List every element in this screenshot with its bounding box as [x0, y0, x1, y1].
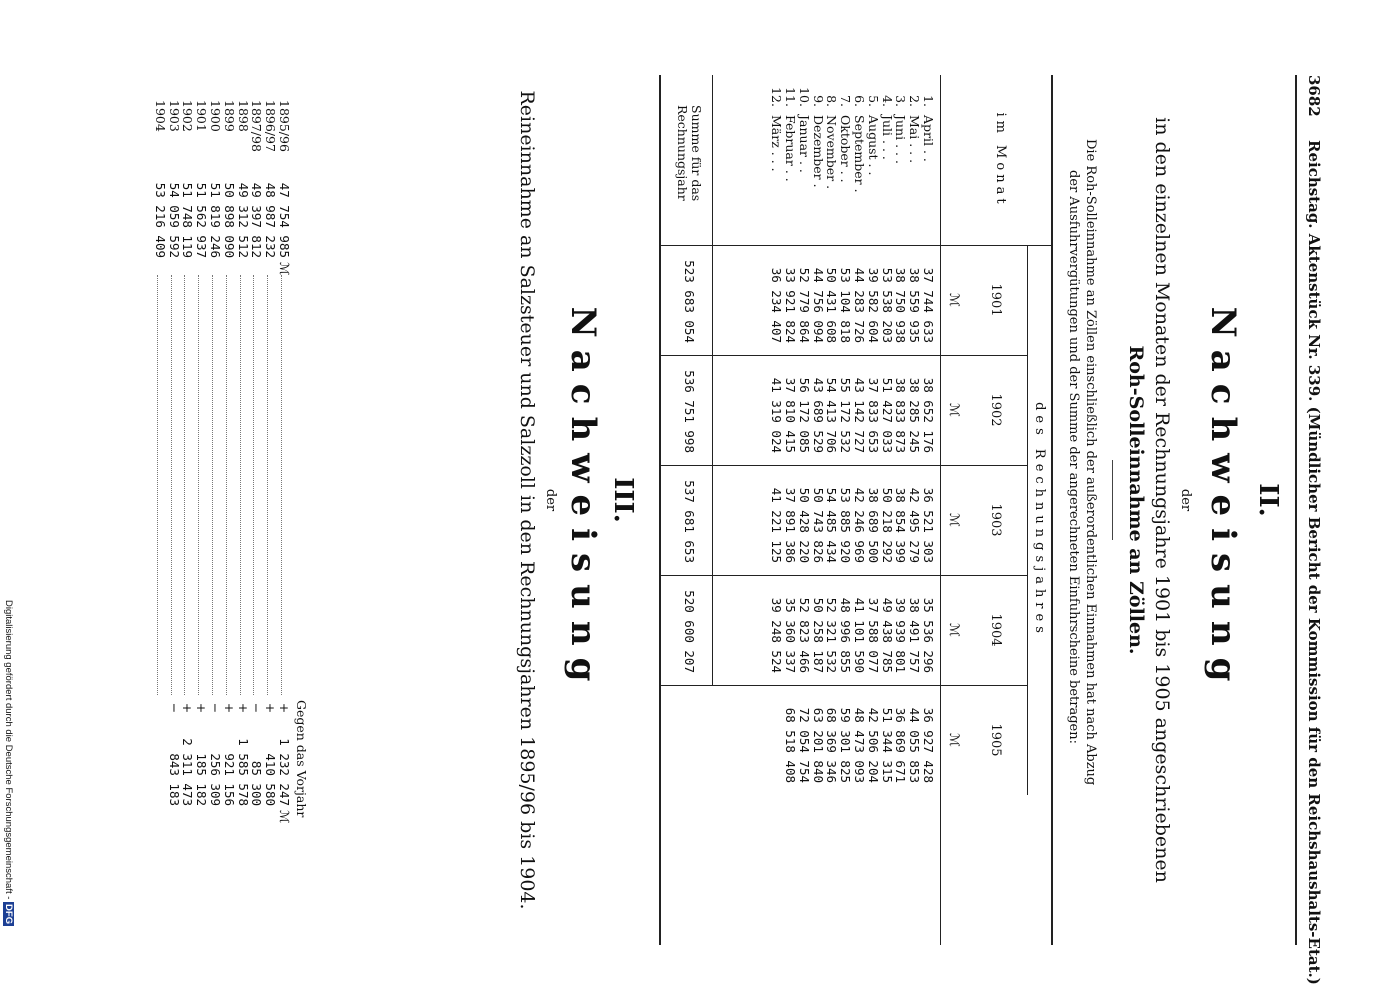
table-cell: 38 854 399 — [893, 487, 909, 563]
month-col-header: im Monat — [993, 112, 1008, 208]
table-cell: 49 438 785 — [879, 597, 895, 673]
table-cell: 41 319 024 — [769, 377, 785, 453]
table-cell: 37 588 077 — [865, 597, 881, 673]
table-cell: 59 301 825 — [838, 707, 854, 783]
row-number: 2. — [907, 95, 923, 107]
table-cell: 42 246 969 — [852, 487, 867, 563]
table-cell: 35 360 337 — [783, 597, 798, 673]
section2-numeral: II. — [1253, 483, 1283, 517]
month-label: November . — [824, 115, 840, 190]
table-cell: 54 413 706 — [824, 377, 840, 453]
unit-label: ℳ — [946, 403, 961, 417]
diff-value: 1 232 247 — [277, 738, 292, 806]
salt-year: 1902 — [180, 100, 196, 132]
section2-subtitle-1: in den einzelnen Monaten der Rechnungsjahre 1901 bis 1905 angeschriebenen — [1151, 117, 1173, 883]
table-cell: 42 506 204 — [865, 707, 881, 783]
table-cell: 56 172 085 — [796, 377, 812, 453]
section3-subtitle: Reineinnahme an Salzsteuer und Salzzoll in den Rechnungsjahren 1895/96 bis 1904. — [516, 90, 538, 910]
dot-leader — [267, 275, 268, 695]
section3-numeral: III. — [608, 477, 638, 523]
table-cell: 36 234 407 — [769, 267, 785, 343]
table-cell: 63 201 840 — [810, 707, 826, 783]
salt-value: 47 754 985 — [277, 182, 292, 258]
salt-year: 1898 — [235, 100, 251, 132]
unit-label: ℳ — [277, 810, 292, 824]
table-top-rule — [1051, 75, 1053, 945]
table-cell: 68 369 346 — [824, 707, 840, 783]
row-number: 11. — [783, 87, 798, 107]
sum-cell: 536 751 998 — [682, 370, 697, 453]
salt-year: 1895/96 — [277, 100, 292, 152]
table-cell: 38 652 176 — [921, 377, 936, 453]
table-cell: 50 428 220 — [796, 487, 812, 563]
salt-year: 1896/97 — [263, 100, 279, 152]
section3-title: Nachweisung — [563, 306, 603, 694]
salt-value: 51 819 246 — [208, 182, 223, 258]
year-header: 1905 — [988, 723, 1003, 757]
dot-leader — [253, 275, 254, 695]
dot-leader — [281, 275, 282, 695]
table-cell: 42 495 279 — [907, 487, 923, 563]
section2-subtitle-2: Roh-Solleinnahme an Zöllen. — [1125, 345, 1147, 655]
table-cell: 52 779 864 — [796, 267, 812, 343]
table-cell: 38 689 500 — [865, 487, 881, 563]
table-cell: 52 823 466 — [796, 597, 812, 673]
table-cell: 41 101 590 — [852, 597, 867, 673]
month-label: April . . — [921, 115, 936, 162]
footer-credit — [3, 600, 14, 926]
dot-leader — [226, 275, 227, 695]
table-cell: 38 559 935 — [907, 267, 923, 343]
diff-sign: − — [249, 702, 265, 714]
table-cell: 44 055 853 — [907, 707, 923, 783]
table-header-rule — [940, 75, 941, 945]
month-label: Januar . . — [796, 115, 812, 173]
table-cell: 48 996 855 — [838, 597, 854, 673]
dot-leader — [212, 275, 213, 695]
salt-value: 50 898 090 — [221, 182, 237, 258]
table-cell: 38 491 757 — [907, 597, 923, 673]
table-cell: 50 258 187 — [810, 597, 826, 673]
diff-value: 185 182 — [194, 753, 210, 806]
year-header: 1904 — [988, 613, 1003, 647]
table-cell: 51 344 315 — [879, 707, 895, 783]
table-cell: 50 431 608 — [824, 267, 840, 343]
sum-cell: 520 600 207 — [682, 590, 697, 673]
section2-note-2: der Ausfuhrvergütungen und der Summe der angerechneten Einfuhrscheine betragen: — [1066, 170, 1081, 745]
dot-leader — [198, 275, 199, 695]
diff-sign: + — [263, 702, 279, 714]
separator — [1112, 460, 1113, 540]
table-cell: 44 756 094 — [810, 267, 826, 343]
salt-value: 49 312 512 — [235, 182, 251, 258]
running-header — [1305, 75, 1323, 985]
table-cell: 68 518 408 — [783, 707, 798, 783]
sum-label: Rechnungsjahr — [675, 105, 690, 201]
table-cell: 43 142 727 — [852, 377, 867, 453]
table-cell: 33 921 824 — [783, 267, 798, 343]
year-header: 1901 — [988, 283, 1003, 317]
dot-leader — [157, 275, 158, 695]
diff-value: 1 585 578 — [235, 738, 251, 806]
diff-sign: + — [277, 702, 292, 714]
month-label: März . . . — [769, 115, 785, 172]
salt-value: 51 562 937 — [194, 182, 210, 258]
month-label: August . . — [865, 115, 881, 176]
unit-label: ℳ — [946, 293, 961, 307]
salt-value: 51 748 119 — [180, 182, 196, 258]
diff-sign: + — [194, 702, 210, 714]
table-cell: 39 939 801 — [893, 597, 909, 673]
table-cell: 39 248 524 — [769, 597, 785, 673]
table-cell: 37 744 633 — [921, 267, 936, 343]
table-cell: 43 689 529 — [810, 377, 826, 453]
dfg-logo: DFG — [3, 904, 14, 925]
month-label: Oktober . . — [838, 115, 854, 183]
salt-year: 1899 — [221, 100, 237, 132]
running-title: Reichstag. Aktenstück Nr. 339. (Mündlicher Bericht der Kommission für den Reichshaushalts-Etat.) — [1305, 139, 1323, 985]
table-cell: 55 172 532 — [838, 377, 854, 453]
month-label: Februar . . — [783, 115, 798, 182]
diff-sign: + — [235, 702, 251, 714]
table-cell: 37 810 415 — [783, 377, 798, 453]
row-number: 8. — [824, 95, 840, 107]
table-cell: 37 833 653 — [865, 377, 881, 453]
unit-label: ℳ — [946, 513, 961, 527]
table-cell: 36 869 671 — [893, 707, 909, 783]
row-number: 5. — [865, 95, 881, 107]
diff-value: 256 309 — [208, 753, 223, 806]
row-number: 6. — [852, 95, 867, 107]
table-cell: 36 927 428 — [921, 707, 936, 783]
page-number: 3682 — [1305, 75, 1323, 117]
table-cell: 51 427 033 — [879, 377, 895, 453]
footer-credit-text: Digitalisierung gefördert durch die Deutsche Forschungsgemeinschaft - — [3, 600, 14, 900]
salt-value: 49 397 812 — [249, 182, 265, 258]
salt-year: 1903 — [166, 100, 182, 132]
table-cell: 53 104 818 — [838, 267, 854, 343]
sum-cell: 537 681 653 — [682, 480, 697, 563]
sum-rule — [712, 75, 713, 685]
diff-value: 2 311 473 — [180, 738, 196, 806]
row-number: 10. — [796, 87, 812, 107]
section2-note-1: Die Roh-Solleinnahme an Zöllen einschließlich der außerordentlichen Einnahmen hat nach Abzug — [1083, 139, 1098, 786]
salt-year: 1901 — [194, 100, 210, 132]
header-rule — [1295, 75, 1297, 945]
month-label: September . — [852, 115, 867, 193]
table-cell: 37 891 386 — [783, 487, 798, 563]
table-cell: 48 473 093 — [852, 707, 867, 783]
zoll-table — [658, 75, 1053, 945]
month-label: Mai . . . — [907, 115, 923, 164]
table-cell: 35 536 296 — [921, 597, 936, 673]
table-cell: 41 221 125 — [769, 487, 785, 563]
table-bottom-rule — [659, 75, 661, 945]
table-cell: 50 218 292 — [879, 487, 895, 563]
row-number: 7. — [838, 95, 854, 107]
month-label: Juli . . . — [879, 115, 895, 160]
footer-credit-strip — [2, 600, 16, 995]
table-cell: 54 485 434 — [824, 487, 840, 563]
salt-value: 54 059 592 — [166, 182, 182, 258]
dot-leader — [171, 275, 172, 695]
diff-value: 921 156 — [221, 753, 237, 806]
row-number: 4. — [879, 95, 895, 107]
table-cell: 72 054 754 — [796, 707, 812, 783]
diff-value: 843 183 — [166, 753, 182, 806]
table-cell: 44 283 726 — [852, 267, 867, 343]
row-number: 3. — [893, 95, 909, 107]
diff-sign: + — [221, 702, 237, 714]
group-header: des Rechnungsjahres — [1032, 402, 1047, 638]
table-cell: 50 743 826 — [810, 487, 826, 563]
table-cell: 53 538 203 — [879, 267, 895, 343]
vs-prior-year-header: Gegen das Vorjahr — [294, 700, 309, 818]
diff-value: 410 580 — [263, 753, 279, 806]
dot-leader — [184, 275, 185, 695]
sum-label: Summe für das — [689, 105, 704, 202]
table-cell: 38 750 938 — [893, 267, 909, 343]
table-cell: 36 521 303 — [921, 487, 936, 563]
row-number: 9. — [810, 95, 826, 107]
dot-leader — [240, 275, 241, 695]
sum-cell: 523 683 054 — [682, 260, 697, 343]
group-header-rule — [1027, 245, 1028, 795]
row-number: 12. — [769, 87, 785, 107]
salt-year: 1897/98 — [249, 100, 265, 152]
section3-der: der — [543, 488, 558, 512]
diff-sign: − — [166, 702, 182, 714]
table-cell: 39 582 604 — [865, 267, 881, 343]
diff-sign: − — [208, 702, 223, 714]
section2-der: der — [1178, 488, 1193, 512]
salt-year: 1900 — [208, 100, 223, 132]
salt-year: 1904 — [152, 100, 168, 132]
unit-label: ℳ — [277, 262, 292, 276]
salt-value: 48 987 232 — [263, 182, 279, 258]
table-cell: 38 833 873 — [893, 377, 909, 453]
table-cell: 53 885 920 — [838, 487, 854, 563]
section2-title: Nachweisung — [1203, 306, 1243, 694]
year-header: 1903 — [988, 503, 1003, 537]
row-number: 1. — [921, 95, 936, 107]
table-cell: 52 321 532 — [824, 597, 840, 673]
unit-label: ℳ — [946, 733, 961, 747]
month-label: Dezember . — [810, 115, 826, 188]
unit-label: ℳ — [946, 623, 961, 637]
diff-sign: + — [180, 702, 196, 714]
salt-value: 53 216 409 — [152, 182, 168, 258]
diff-value: 85 300 — [249, 760, 265, 806]
year-header: 1902 — [988, 393, 1003, 427]
table-cell: 38 285 245 — [907, 377, 923, 453]
month-label: Juni . . . — [893, 115, 909, 164]
